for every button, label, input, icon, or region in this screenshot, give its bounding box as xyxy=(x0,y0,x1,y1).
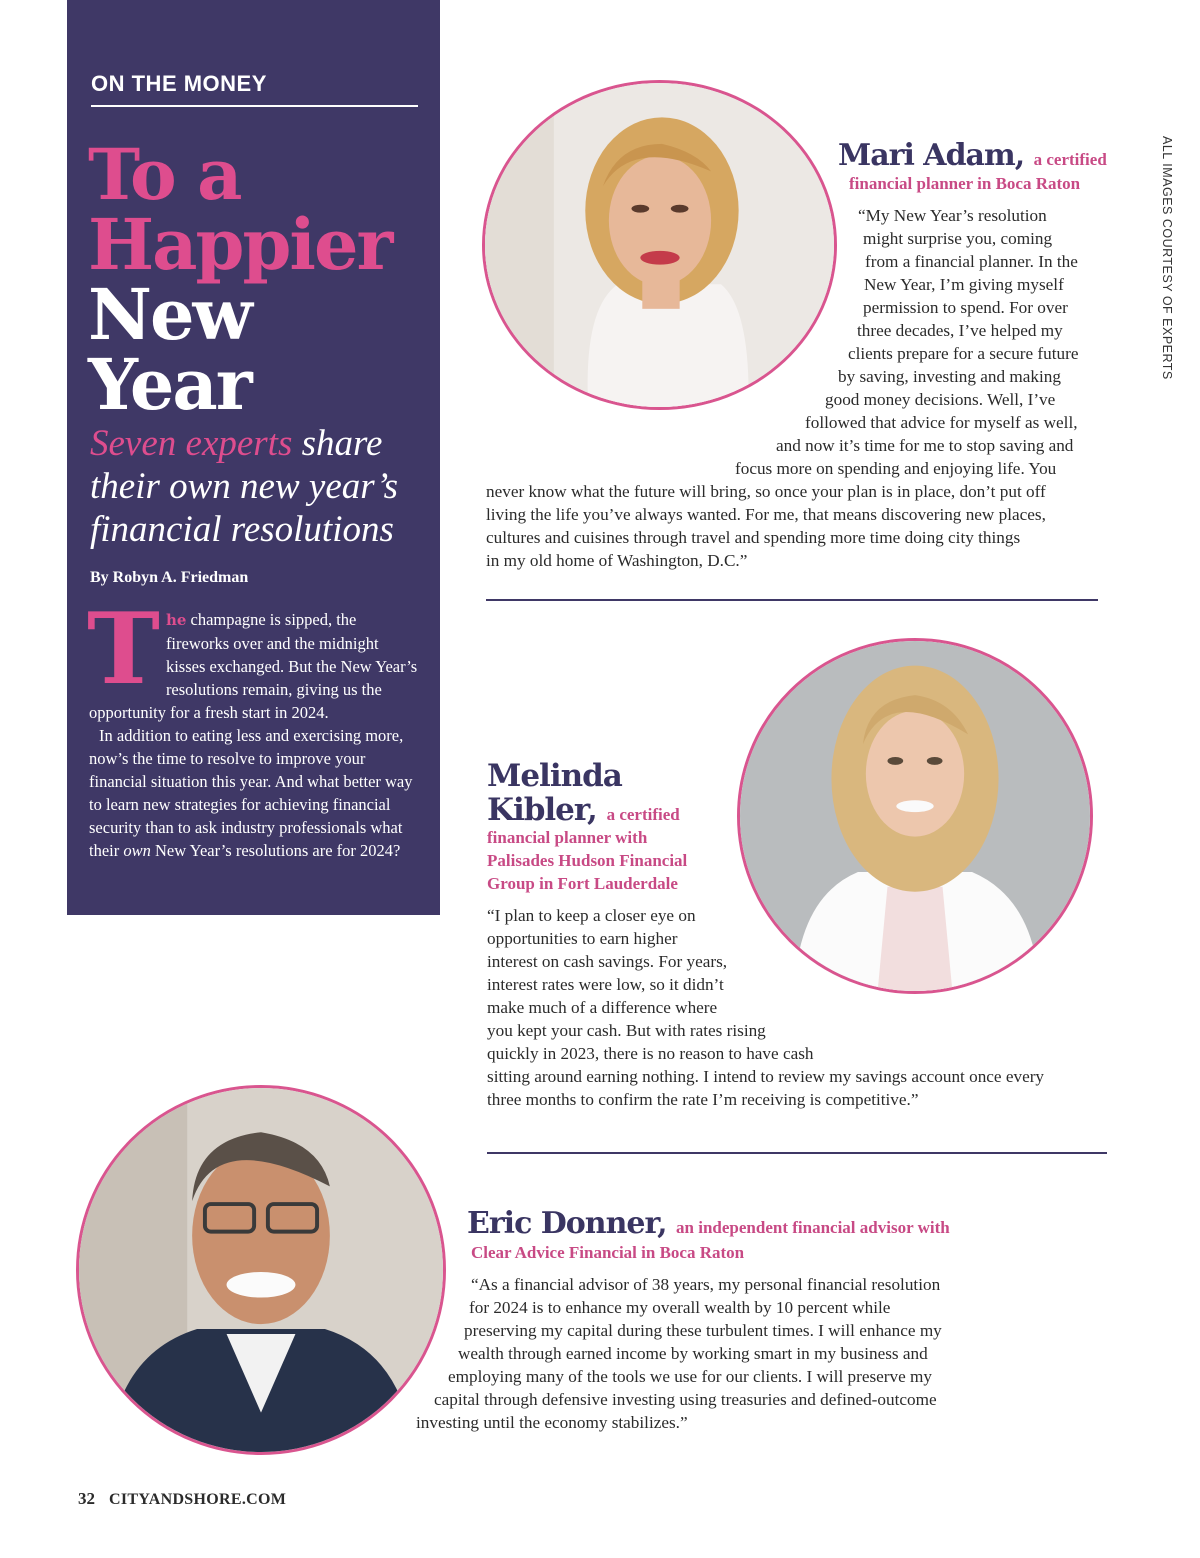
quote-line: capital through defensive investing using treasuries and defined-outcome xyxy=(434,1390,937,1409)
expert-2-role-4: Group in Fort Lauderdale xyxy=(487,874,678,893)
page-number: 32 xyxy=(78,1489,95,1508)
quote-line: interest on cash savings. For years, xyxy=(487,952,728,971)
quote-line: for 2024 is to enhance my overall wealth by 10 percent while xyxy=(469,1298,891,1317)
byline: By Robyn A. Friedman xyxy=(90,569,249,586)
quote-line: living the life you’ve always wanted. For me, that means discovering new places, xyxy=(486,505,1046,524)
headline-line-4: Year xyxy=(88,343,251,426)
expert-1-name-line xyxy=(838,138,1107,173)
quote-line: from a financial planner. In the xyxy=(865,252,1078,271)
expert-2-name-line xyxy=(487,792,680,828)
quote-line: make much of a difference where xyxy=(487,998,718,1017)
quote-line: in my old home of Washington, D.C.” xyxy=(486,551,748,570)
quote-line: opportunities to earn higher xyxy=(487,929,678,948)
quote-line: quickly in 2023, there is no reason to have cash xyxy=(487,1044,814,1063)
quote-line: good money decisions. Well, I’ve xyxy=(825,390,1056,409)
quote-line: by saving, investing and making xyxy=(838,367,1061,386)
quote-line: sitting around earning nothing. I intend to review my savings account once every xyxy=(487,1067,1045,1086)
quote-line: three decades, I’ve helped my xyxy=(857,321,1063,340)
quote-line: cultures and cuisines through travel and spending more time doing city things xyxy=(486,528,1021,547)
photo-credit: ALL IMAGES COURTESY OF EXPERTS xyxy=(1160,136,1174,380)
quote-line: followed that advice for myself as well, xyxy=(805,413,1078,432)
quote-line: might surprise you, coming xyxy=(863,229,1053,248)
quote-line: employing many of the tools we use for our clients. I will preserve my xyxy=(448,1367,933,1386)
expert-1-quote xyxy=(486,204,1116,572)
intro-paragraph-1: champagne is sipped, the fireworks over and the midnight kisses exchanged. But the New Year’s resolutions remain, giving us the opportunity for a fresh start in 2024. xyxy=(89,610,418,722)
dek-highlight: Seven experts xyxy=(90,423,293,464)
page-footer xyxy=(78,1489,286,1509)
headline-line-1: To a xyxy=(88,133,241,216)
quote-line: “As a financial advisor of 38 years, my personal financial resolution xyxy=(471,1275,941,1294)
expert-1-name: Mari Adam, xyxy=(838,138,1025,173)
expert-1-role-2: financial planner in Boca Raton xyxy=(849,174,1081,193)
quote-line: New Year, I’m giving myself xyxy=(864,275,1064,294)
headline-line-2: Happier xyxy=(88,203,392,286)
dek xyxy=(90,422,430,551)
expert-3-quote xyxy=(416,1273,1016,1434)
expert-2-role-1: a certified xyxy=(606,805,680,824)
quote-line: investing until the economy stabilizes.” xyxy=(416,1413,688,1432)
expert-2-quote xyxy=(487,904,1107,1111)
expert-1-role-1: a certified xyxy=(1033,150,1107,169)
intro-paragraph-2b: New Year’s resolutions are for 2024? xyxy=(150,841,401,860)
intro-emphasis: own xyxy=(123,841,151,860)
section-kicker: ON THE MONEY xyxy=(91,71,418,107)
quote-line: permission to spend. For over xyxy=(863,298,1068,317)
quote-line: clients prepare for a secure future xyxy=(848,344,1079,363)
headline xyxy=(88,133,428,426)
intro-lead: he xyxy=(165,611,187,629)
expert-2-role-3: Palisades Hudson Financial xyxy=(487,851,688,870)
intro-paragraph-2a: In addition to eating less and exercising more, now’s the time to resolve to improve your financial situation this year. And what better way to learn new strategies for achieving financial security than to ask industry professionals what their xyxy=(89,726,413,860)
dek-rest: share xyxy=(292,423,383,464)
intro-text xyxy=(87,592,421,862)
quote-line: focus more on spending and enjoying life. You xyxy=(735,459,1057,478)
eric-donner-photo xyxy=(76,1085,446,1455)
expert-2-name-2: Kibler, xyxy=(487,792,597,828)
quote-line: you kept your cash. But with rates rising xyxy=(487,1021,766,1040)
site-url: CITYANDSHORE.COM xyxy=(109,1491,287,1508)
quote-line: never know what the future will bring, so once your plan is in place, don’t put off xyxy=(486,482,1046,501)
dek-line-2: their own new year’s xyxy=(90,466,398,507)
expert-3-name: Eric Donner, xyxy=(467,1206,667,1241)
expert-3-role-1: an independent financial advisor with xyxy=(676,1218,950,1237)
dek-line-3: financial resolutions xyxy=(90,509,394,550)
drop-cap: T xyxy=(87,592,160,707)
quote-line: preserving my capital during these turbulent times. I will enhance my xyxy=(464,1321,942,1340)
quote-line: wealth through earned income by working smart in my business and xyxy=(458,1344,928,1363)
expert-2-name-1: Melinda xyxy=(487,758,622,794)
quote-line: interest rates were low, so it didn’t xyxy=(487,975,724,994)
quote-line: “I plan to keep a closer eye on xyxy=(487,906,696,925)
expert-3-name-line xyxy=(467,1206,950,1241)
headline-line-3: New xyxy=(88,273,251,356)
divider xyxy=(486,599,1098,601)
quote-line: three months to confirm the rate I’m receiving is competitive.” xyxy=(487,1090,919,1109)
expert-3-role-2: Clear Advice Financial in Boca Raton xyxy=(471,1243,745,1262)
divider xyxy=(487,1152,1107,1154)
portrait-image xyxy=(79,1088,443,1452)
quote-line: and now it’s time for me to stop saving and xyxy=(776,436,1074,455)
quote-line: “My New Year’s resolution xyxy=(858,206,1047,225)
expert-2-role-2: financial planner with xyxy=(487,828,648,847)
